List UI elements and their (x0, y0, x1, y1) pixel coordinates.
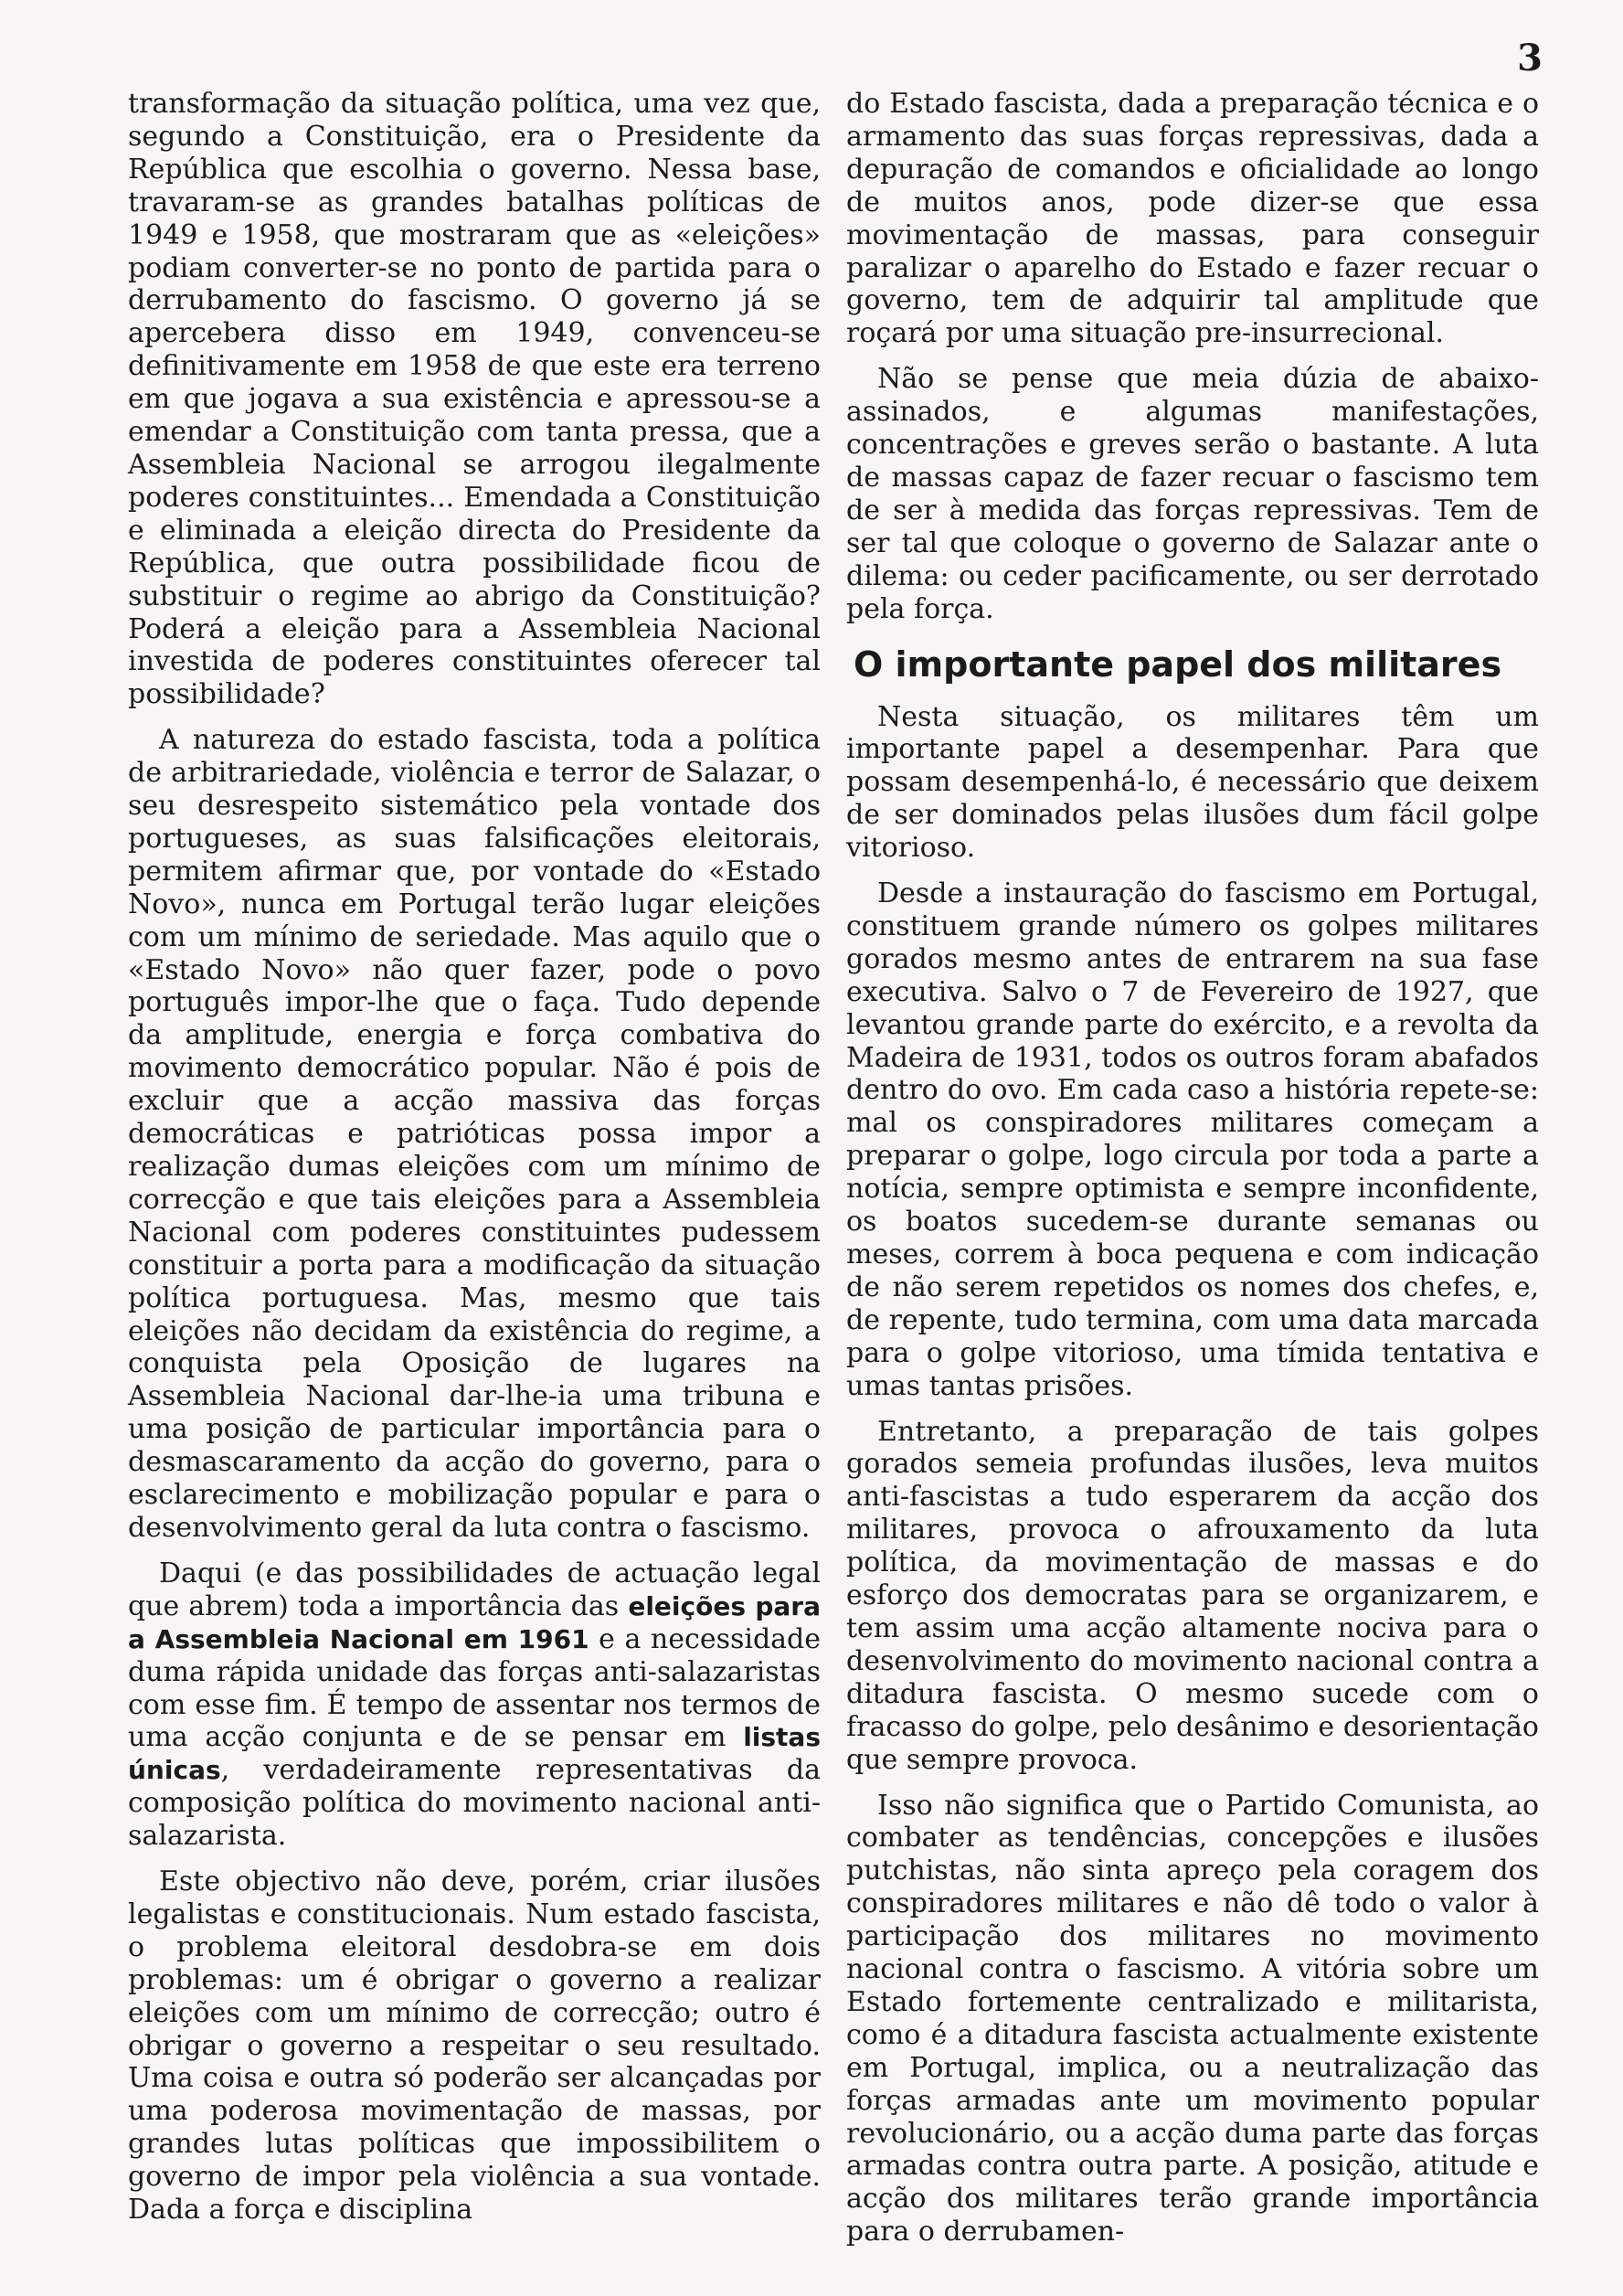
paragraph-text: Daqui (e das possibilidades de actuação legal que abrem) toda a importância das (128, 1557, 821, 1622)
paragraph: do Estado fascista, dada a preparação técnica e o armamento das suas forças repressivas, dada a depuração de comandos e oficialidade ao longo de muitos anos, pode dizer-se que essa movimentação de massas, para conseguir paralizar o aparelho do Estado e fazer recuar o governo, tem de adquirir tal amplitude que roçará por uma situação pre-insurrecional. (846, 88, 1539, 350)
page-number: 3 (1517, 37, 1543, 80)
left-column (128, 88, 821, 2239)
paragraph: Desde a instauração do fascismo em Portugal, constituem grande número os golpes militares gorados mesmo antes de entrarem na sua fase executiva. Salvo o 7 de Fevereiro de 1927, que levantou grande parte do exército, e a revolta da Madeira de 1931, todos os outros foram abafados dentro do ovo. Em cada caso a história repete-se: mal os conspiradores militares começam a preparar o golpe, logo circula por toda a parte a notícia, sempre optimista e sempre inconfidente, os boatos sucedem-se durante semanas ou meses, correm à boca pequena e com indicação de não serem repetidos os nomes dos chefes, e, de repente, tudo termina, com uma data marcada para o golpe vitorioso, uma tímida tentativa e umas tantas prisões. (846, 877, 1539, 1402)
bold-emphasis: eleições para a Assembleia Nacional em 1961 (128, 1590, 822, 1654)
paragraph-text: , verdadeiramente representativas da composição política do movimento nacional anti-salazarista. (128, 1754, 821, 1853)
paragraph: Isso não significa que o Partido Comunista, ao combater as tendências, concepções e ilusões putchistas, não sinta apreço pela coragem dos conspiradores militares e não dê todo o valor à participação dos militares no movimento nacional contra o fascismo. A vitória sobre um Estado fortemente centralizado e militarista, como é a ditadura fascista actualmente existente em Portugal, implica, ou a neutralização das forças armadas ante um movimento popular revolucionário, ou a acção duma parte das forças armadas contra outra parte. A posição, atitude e acção dos militares terão grande importância para o derrubamen- (846, 1789, 1539, 2248)
paragraph-text: e a necessidade duma rápida unidade das forças anti-salazaristas com esse fim. É tempo de assentar nos termos de uma acção conjunta e de se pensar em (128, 1622, 821, 1754)
paragraph (128, 1557, 821, 1853)
paragraph: Não se pense que meia dúzia de abaixo-assinados, e algumas manifestações, concentrações e greves serão o bastante. A luta de massas capaz de fazer recuar o fascismo tem de ser à medida das forças repressivas. Tem de ser tal que coloque o governo de Salazar ante o dilema: ou ceder pacificamente, ou ser derrotado pela força. (846, 363, 1539, 625)
paragraph: Este objectivo não deve, porém, criar ilusões legalistas e constitucionais. Num estado fascista, o problema eleitoral desdobra-se em dois problemas: um é obrigar o governo a realizar eleições com um mínimo de correcção; outro é obrigar o governo a respeitar o seu resultado. Uma coisa e outra só poderão ser alcançadas por uma poderosa movimentação de massas, por grandes lutas políticas que impossibilitem o governo de impor pela violência a sua vontade. Dada a força e disciplina (128, 1866, 821, 2227)
bold-emphasis: listas únicas (128, 1722, 821, 1786)
paragraph: Nesta situação, os militares têm um importante papel a desempenhar. Para que possam desempenhá-lo, é necessário que deixem de ser dominados pelas ilusões dum fácil golpe vitorioso. (846, 700, 1539, 865)
paragraph: Entretanto, a preparação de tais golpes gorados semeia profundas ilusões, leva muitos anti-fascistas a tudo esperarem da acção dos militares, provoca o afrouxamento da luta política, da movimentação de massas e do esforço dos democratas para se organizarem, e tem assim uma acção altamente nociva para o desenvolvimento do movimento nacional contra a ditadura fascista. O mesmo sucede com o fracasso do golpe, pelo desânimo e desorientação que sempre provoca. (846, 1415, 1539, 1776)
section-heading: O importante papel dos militares (854, 643, 1502, 685)
right-column (846, 88, 1539, 2261)
paragraph: A natureza do estado fascista, toda a política de arbitrariedade, violência e terror de Salazar, o seu desrespeito sistemático pela vontade dos portugueses, as suas falsificações eleitorais, permitem afirmar que, por vontade do «Estado Novo», nunca em Portugal terão lugar eleições com um mínimo de seriedade. Mas aquilo que o «Estado Novo» não quer fazer, pode o povo português impor-lhe que o faça. Tudo depende da amplitude, energia e força combativa do movimento democrático popular. Não é pois de excluir que a acção massiva das forças democráticas e patrióticas possa impor a realização dumas eleições com um mínimo de correcção e que tais eleições para a Assembleia Nacional com poderes constituintes pudessem constituir a porta para a modificação da situação política portuguesa. Mas, mesmo que tais eleições não decidam da existência do regime, a conquista pela Oposição de lugares na Assembleia Nacional dar-lhe-ia uma tribuna e uma posição de particular importância para o desmascaramento da acção do governo, para o esclarecimento e mobilização popular e para o desenvolvimento geral da luta contra o fascismo. (128, 724, 821, 1544)
paragraph: transformação da situação política, uma vez que, segundo a Constituição, era o Presidente da República que escolhia o governo. Nessa base, travaram-se as grandes batalhas políticas de 1949 e 1958, que mostraram que as «eleições» podiam converter-se no ponto de partida para o derrubamento do fascismo. O governo já se apercebera disso em 1949, convenceu-se definitivamente em 1958 de que este era terreno em que jogava a sua existência e apressou-se a emendar a Constituição com tanta pressa, que a Assembleia Nacional se arrogou ilegalmente poderes constituintes... Emendada a Constituição e eliminada a eleição directa do Presidente da República, que outra possibilidade ficou de substituir o regime ao abrigo da Constituição? Poderá a eleição para a Assembleia Nacional investida de poderes constituintes oferecer tal possibilidade? (128, 88, 821, 711)
